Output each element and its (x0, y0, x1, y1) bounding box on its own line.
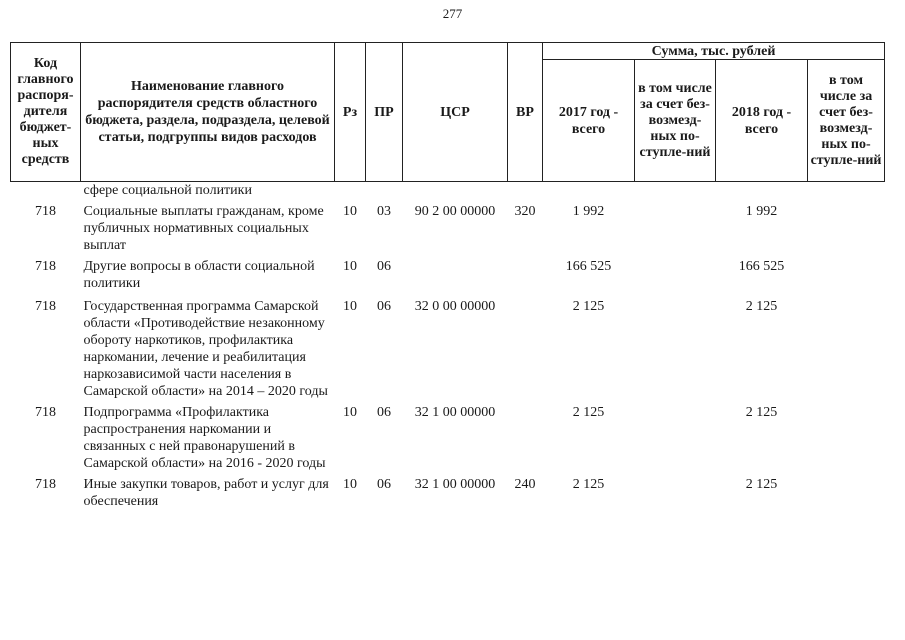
cell-rz: 10 (343, 259, 357, 274)
cell-vr: 320 (514, 204, 536, 219)
cell-name: Государственная программа Самарской области «Противодействие незаконному обороту наркотиков, профилактика наркомании, лечение и реабилитация наркозависимой части населения в Самарской области» на 2014 – 2020 годы (83, 299, 328, 399)
budget-table (10, 42, 885, 510)
cell-vr (508, 254, 543, 294)
cell-rz: 10 (343, 405, 357, 420)
cell-2017-free (635, 294, 716, 400)
cell-2018-total: 2 125 (745, 405, 778, 420)
cell-2018-free (808, 294, 885, 400)
header-vr: ВР (508, 43, 543, 182)
cell-code: 718 (35, 405, 56, 420)
cell-name: Иные закупки товаров, работ и услуг для обеспечения (83, 477, 329, 509)
cell-csr: 90 2 00 00000 (414, 204, 496, 219)
cell-name: Социальные выплаты гражданам, кроме публичных нормативных социальных выплат (83, 204, 324, 253)
cell-code: 718 (35, 299, 56, 314)
cell-rz: 10 (343, 204, 357, 219)
cell-csr: 32 1 00 00000 (414, 405, 496, 420)
cell-code: 718 (35, 204, 56, 219)
cell-2018-total: 1 992 (745, 204, 778, 219)
cell-2017-total: 166 525 (565, 259, 612, 274)
cell-pr: 03 (377, 204, 391, 219)
cell-name: Другие вопросы в области социальной политики (83, 259, 315, 291)
cell-csr (403, 254, 508, 294)
cell-2017-total: 1 992 (572, 204, 605, 219)
header-rz: Рз (335, 43, 366, 182)
cell-2018-free (808, 254, 885, 294)
cell-csr: 32 1 00 00000 (414, 477, 496, 492)
cell-vr: 240 (514, 477, 536, 492)
cell-csr: 32 0 00 00000 (414, 299, 496, 314)
continuation-row (11, 182, 885, 200)
header-2017-free: в том числе за счет без-возмезд-ных по-ступле-ний (635, 60, 716, 182)
cell-2017-free (635, 199, 716, 254)
table-row (11, 199, 885, 254)
cell-2017-total: 2 125 (572, 299, 605, 314)
cell-2017-free (635, 472, 716, 510)
header-2018-total: 2018 год - всего (716, 60, 808, 182)
cell-code: 718 (35, 259, 56, 274)
cell-pr: 06 (377, 477, 391, 492)
header-row-top (11, 43, 885, 60)
cell-2017-total: 2 125 (572, 405, 605, 420)
cell-vr (508, 294, 543, 400)
header-2018-free: в том числе за счет без-возмезд-ных по-ступле-ний (808, 60, 885, 182)
header-code: Код главного распоря-дителя бюджет-ных средств (11, 43, 81, 182)
cell-2018-total: 2 125 (745, 477, 778, 492)
cell-2018-free (808, 199, 885, 254)
continuation-text: сфере социальной политики (83, 183, 252, 198)
cell-2018-total: 166 525 (738, 259, 785, 274)
cell-name: Подпрограмма «Профилактика распространения наркомании и связанных с ней правонарушений в Самарской области» на 2016 - 2020 годы (83, 405, 326, 471)
cell-rz: 10 (343, 299, 357, 314)
cell-pr: 06 (377, 405, 391, 420)
cell-vr (508, 400, 543, 472)
cell-2017-total: 2 125 (572, 477, 605, 492)
header-name: Наименование главного распорядителя средств областного бюджета, раздела, подраздела, целевой статьи, подгруппы видов расходов (81, 43, 335, 182)
cell-2017-free (635, 400, 716, 472)
cell-2018-free (808, 400, 885, 472)
cell-2018-total: 2 125 (745, 299, 778, 314)
header-sum-title: Сумма, тыс. рублей (543, 43, 885, 60)
page-number: 277 (442, 6, 463, 21)
cell-pr: 06 (377, 259, 391, 274)
cell-2017-free (635, 254, 716, 294)
header-2017-total: 2017 год - всего (543, 60, 635, 182)
table-row (11, 400, 885, 472)
table-row (11, 254, 885, 294)
cell-2018-free (808, 472, 885, 510)
table-row (11, 294, 885, 400)
header-pr: ПР (366, 43, 403, 182)
cell-code: 718 (35, 477, 56, 492)
table-row (11, 472, 885, 510)
cell-rz: 10 (343, 477, 357, 492)
cell-pr: 06 (377, 299, 391, 314)
header-csr: ЦСР (403, 43, 508, 182)
